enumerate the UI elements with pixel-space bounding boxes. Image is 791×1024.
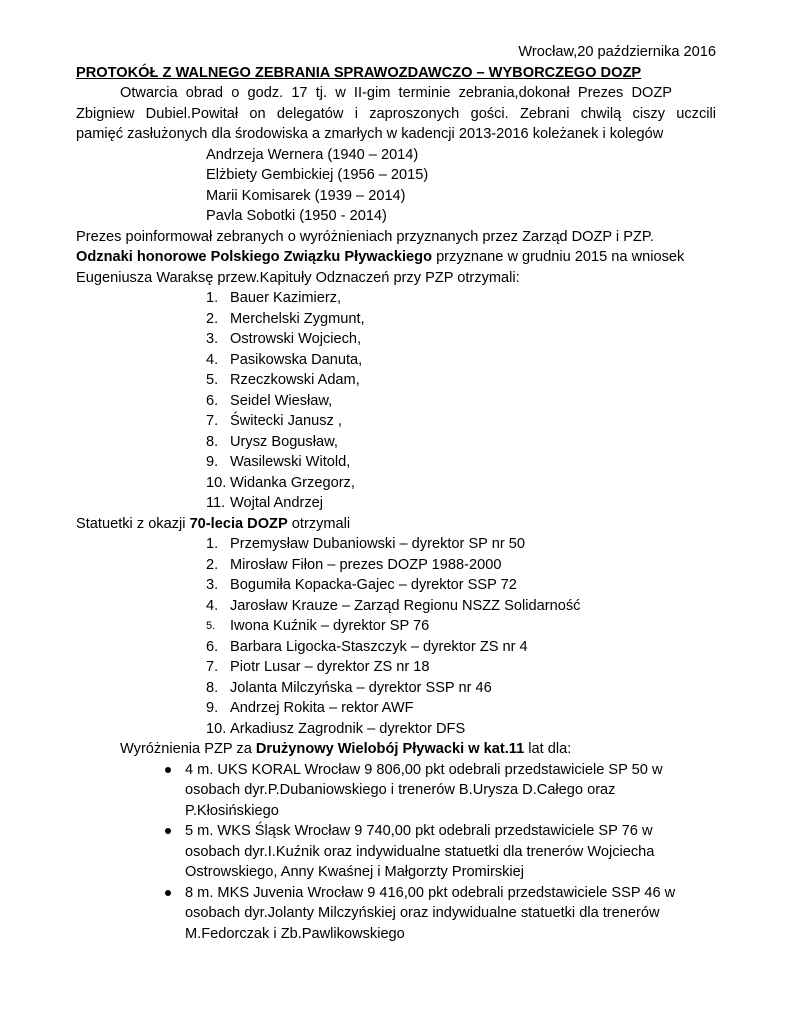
- list-number: 4.: [206, 351, 219, 368]
- list-item: [76, 596, 716, 617]
- list-number: 4.: [206, 597, 219, 614]
- recipient-name: Świtecki Janusz ,: [230, 413, 342, 429]
- bullet-icon: [165, 828, 171, 834]
- award-line: osobach dyr.I.Kuźnik oraz indywidualne statuetki dla trenerów Wojciecha: [185, 843, 655, 860]
- list-number: 1.: [206, 290, 219, 306]
- list-item: [76, 698, 716, 719]
- list-item: [76, 493, 716, 514]
- list-number: 3.: [206, 331, 219, 347]
- opening-line-1: Otwarcia obrad o godz. 17 tj. w II-gim terminie zebrania,dokonał Prezes DOZP: [120, 85, 672, 101]
- list-number: 5.: [206, 372, 219, 388]
- list-item: [185, 821, 716, 883]
- recipient-name: Jarosław Krauze – Zarząd Regionu NSZZ Solidarność: [230, 597, 581, 614]
- list-number: 2.: [206, 556, 219, 573]
- recipient-name: Bogumiła Kopacka-Gajec – dyrektor SSP 72: [230, 577, 517, 593]
- recipient-name: Pasikowska Danuta,: [230, 351, 363, 368]
- list-item: [76, 288, 716, 309]
- recipient-name: Bauer Kazimierz,: [230, 290, 342, 306]
- list-item: [76, 350, 716, 371]
- recipient-name: Merchelski Zygmunt,: [230, 310, 365, 327]
- list-item: [76, 575, 716, 596]
- recipient-name: Mirosław Fiłon – prezes DOZP 1988-2000: [230, 556, 502, 573]
- list-number: 1.: [206, 536, 219, 552]
- award-line: osobach dyr.P.Dubaniowskiego i trenerów B.Urysza D.Całego oraz: [185, 782, 616, 798]
- list-item: [76, 309, 716, 330]
- list-item: [76, 329, 716, 350]
- list-item: [76, 411, 716, 432]
- opening-line-3: pamięć zasłużonych dla środowiska a zmarłych w kadencji 2013-2016 koleżanek i kolegów: [76, 126, 664, 142]
- list-number: 9.: [206, 454, 219, 470]
- honors-intro-line-2: Eugeniusza Waraksę przew.Kapituły Odznaczeń przy PZP otrzymali:: [76, 269, 520, 286]
- statuettes-intro-bold: 70-lecia DOZP: [189, 515, 288, 532]
- honors-recipient-list: [76, 288, 716, 514]
- document-date: Wrocław,20 października 2016: [518, 44, 716, 60]
- list-item: [76, 391, 716, 412]
- list-item: [76, 678, 716, 699]
- recipient-name: Wasilewski Witold,: [230, 454, 351, 470]
- list-number: 3.: [206, 577, 219, 593]
- statuettes-recipient-list: [76, 534, 716, 739]
- recipient-name: Urysz Bogusław,: [230, 433, 338, 450]
- list-number: 6.: [206, 638, 219, 655]
- recipient-name: Seidel Wiesław,: [230, 392, 333, 409]
- award-line: 5 m. WKS Śląsk Wrocław 9 740,00 pkt odebrali przedstawiciele SP 76 w: [185, 823, 653, 839]
- deceased-name: Andrzeja Wernera (1940 – 2014): [206, 146, 419, 163]
- statuettes-intro-pre: Statuetki z okazji: [76, 515, 190, 532]
- list-item: [185, 883, 716, 945]
- recipient-name: Wojtal Andrzej: [230, 495, 324, 511]
- award-text: [185, 883, 715, 945]
- award-line: Ostrowskiego, Anny Kwaśnej i Małgorzty Promirskiej: [185, 864, 525, 880]
- list-number: 10.: [206, 474, 227, 491]
- document-title: PROTOKÓŁ Z WALNEGO ZEBRANIA SPRAWOZDAWCZO – WYBORCZEGO DOZP: [76, 64, 642, 81]
- list-number: 2.: [206, 310, 219, 327]
- honors-info: Prezes poinformował zebranych o wyróżnieniach przyznanych przez Zarząd DOZP i PZP.: [76, 228, 654, 245]
- award-line: M.Fedorczak i Zb.Pawlikowskiego: [185, 925, 405, 942]
- honors-intro-line-1: [76, 247, 716, 268]
- list-item: [76, 370, 716, 391]
- awards-intro-pre: Wyróżnienia PZP za: [120, 741, 256, 757]
- awards-list: [76, 760, 716, 945]
- list-number: 6.: [206, 392, 219, 409]
- awards-intro: [120, 739, 716, 760]
- honors-intro-rest: przyznane w grudniu 2015 na wniosek: [432, 249, 685, 265]
- bullet-icon: [165, 890, 171, 896]
- recipient-name: Jolanta Milczyńska – dyrektor SSP nr 46: [230, 679, 492, 696]
- award-line: 4 m. UKS KORAL Wrocław 9 806,00 pkt odebrali przedstawiciele SP 50 w: [185, 761, 663, 778]
- recipient-name: Rzeczkowski Adam,: [230, 372, 360, 388]
- honors-bold-lead: Odznaki honorowe Polskiego Związku Pływackiego: [76, 249, 433, 265]
- recipient-name: Arkadiusz Zagrodnik – dyrektor DFS: [230, 720, 466, 737]
- opening-paragraph: [76, 83, 716, 145]
- deceased-list: [206, 145, 716, 227]
- list-item: [76, 452, 716, 473]
- awards-intro-bold: Drużynowy Wielobój Pływacki w kat.11: [255, 741, 525, 757]
- recipient-name: Piotr Lusar – dyrektor ZS nr 18: [230, 659, 430, 675]
- list-item: [76, 534, 716, 555]
- list-item: [76, 657, 716, 678]
- award-text: [185, 821, 715, 883]
- list-item: [76, 637, 716, 658]
- award-line: P.Kłosińskiego: [185, 802, 279, 819]
- list-number: 7.: [206, 413, 219, 429]
- deceased-name: Pavla Sobotki (1950 - 2014): [206, 208, 387, 224]
- recipient-name: Widanka Grzegorz,: [230, 474, 355, 491]
- bullet-icon: [165, 767, 171, 773]
- deceased-name: Elżbiety Gembickiej (1956 – 2015): [206, 167, 429, 183]
- recipient-name: Ostrowski Wojciech,: [230, 331, 362, 347]
- opening-line-2: Zbigniew Dubiel.Powitał on delegatów i zaproszonych gości. Zebrani chwilą ciszy uczcili: [76, 105, 716, 122]
- list-item: [76, 432, 716, 453]
- list-item: [76, 473, 716, 494]
- deceased-name: Marii Komisarek (1939 – 2014): [206, 187, 406, 204]
- statuettes-intro-post: otrzymali: [287, 515, 351, 532]
- award-text: [185, 760, 715, 822]
- recipient-name: Barbara Ligocka-Staszczyk – dyrektor ZS nr 4: [230, 638, 528, 655]
- list-number: 11.: [206, 495, 226, 511]
- list-number: 7.: [206, 659, 219, 675]
- list-number: 5.: [206, 620, 216, 632]
- award-line: 8 m. MKS Juvenia Wrocław 9 416,00 pkt odebrali przedstawiciele SSP 46 w: [185, 884, 676, 901]
- list-number: 8.: [206, 433, 219, 450]
- recipient-name: Przemysław Dubaniowski – dyrektor SP nr 50: [230, 536, 525, 552]
- recipient-name: Iwona Kuźnik – dyrektor SP 76: [230, 618, 430, 634]
- recipient-name: Andrzej Rokita – rektor AWF: [230, 700, 414, 716]
- document-page: [76, 42, 716, 944]
- list-item: [76, 616, 716, 637]
- award-line: osobach dyr.Jolanty Milczyńskiej oraz indywidualne statuetki dla trenerów: [185, 905, 660, 921]
- list-item: [76, 719, 716, 740]
- statuettes-intro: [76, 514, 716, 535]
- list-number: 9.: [206, 700, 219, 716]
- list-number: 10.: [206, 720, 227, 737]
- list-item: [76, 555, 716, 576]
- awards-intro-post: lat dla:: [524, 741, 572, 757]
- list-number: 8.: [206, 679, 219, 696]
- list-item: [185, 760, 716, 822]
